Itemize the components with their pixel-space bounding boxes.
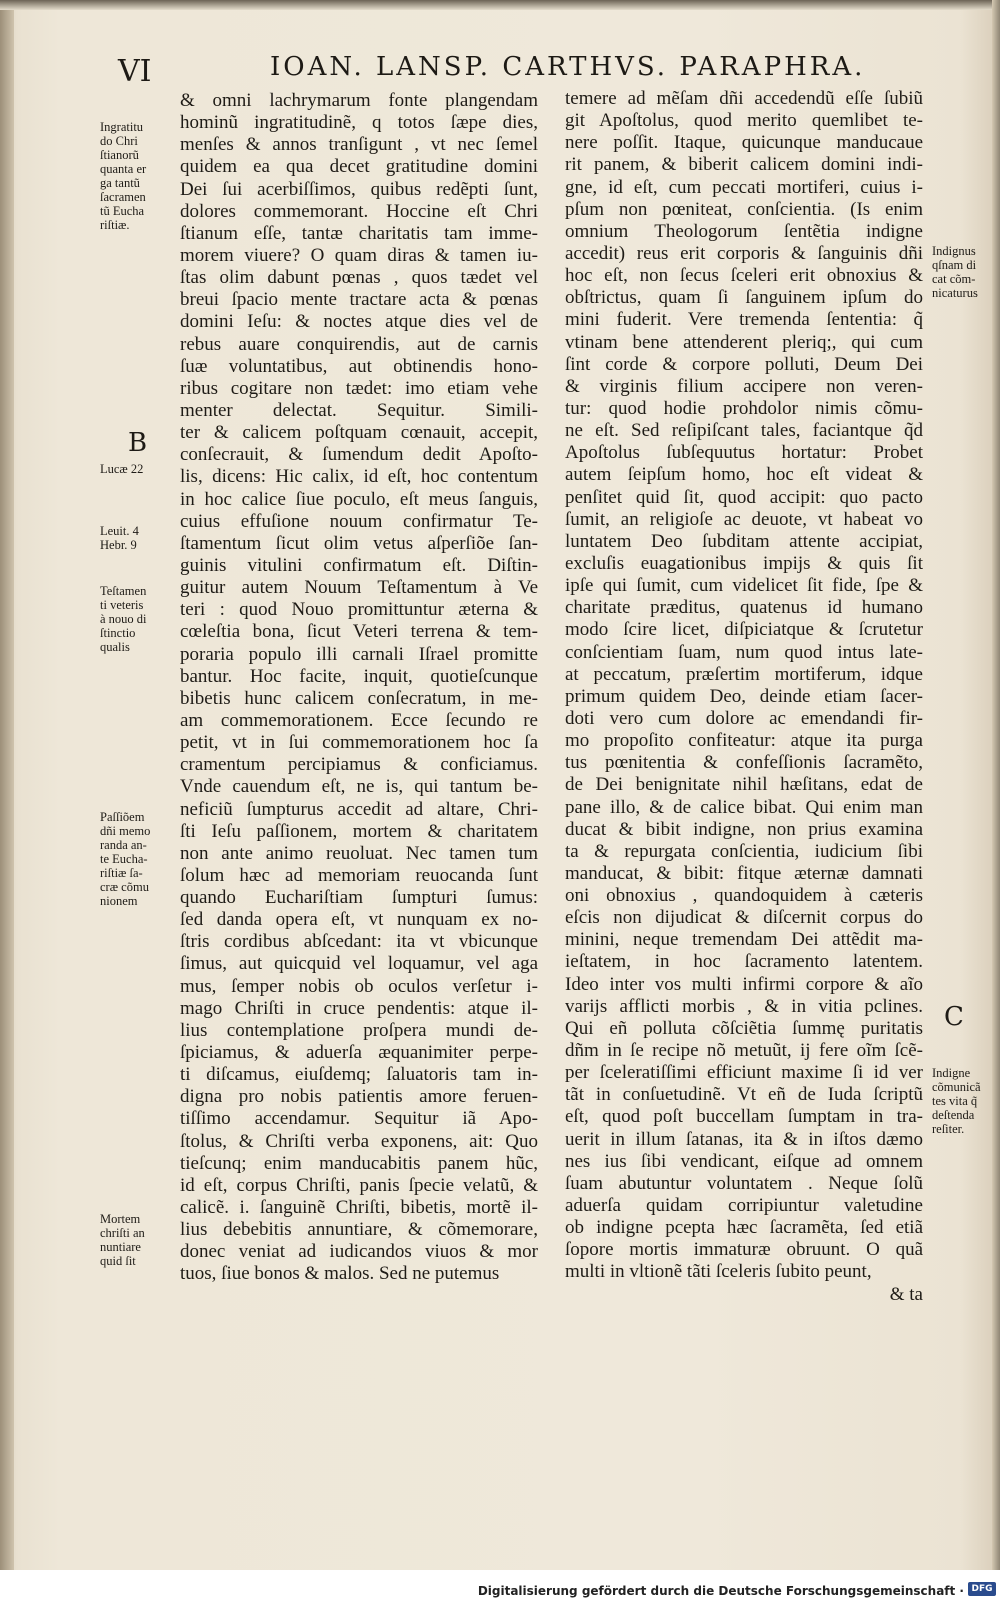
text-line: mo propoſito confiteatur: atque ita purga <box>565 730 923 752</box>
marginal-note <box>932 244 978 300</box>
text-line: cramentum percipiamus & conficiamus. <box>180 754 538 776</box>
text-line: ſtamentum ſicut olim vetus aſperſiõe ſan- <box>180 532 538 554</box>
text-line: per ſceleratiſſimi efficiunt maxime ſi id ver <box>565 1062 923 1084</box>
text-line: primum quidem Deo, deinde etiam ſacer- <box>565 685 923 707</box>
text-line: pſum non pœniteat, conſcientia. (Is enim <box>565 198 923 220</box>
text-line: aduerſa quidam corripiuntur valetudine <box>565 1195 923 1217</box>
text-line: git Apoſtolus, quod merito quemlibet te- <box>565 110 923 132</box>
running-head: IOAN. LANSP. CARTHVS. PARAPHRA. <box>270 52 866 82</box>
text-line: luntatem Deo ſubditam attente accipiat, <box>565 530 923 552</box>
marginal-note-line: chriſti an <box>100 1226 145 1240</box>
marginal-note-line: Lucæ 22 <box>100 462 144 476</box>
footer-credit: Digitalisierung gefördert durch die Deutsche Forschungsgemeinschaft · <box>477 1584 964 1598</box>
text-line: mus, ſemper nobis ob oculos verſetur i- <box>180 975 538 997</box>
marginal-note-line: tũ Eucha <box>100 204 145 218</box>
text-line: conſcientiam ſuam, num quod intus late- <box>565 641 923 663</box>
marginal-note-line: Teſtamen <box>100 584 147 598</box>
marginal-note-line: randa an- <box>100 838 147 852</box>
marginal-note <box>100 524 139 552</box>
text-line: digna pro nobis patientis amore feruen- <box>180 1086 538 1108</box>
text-line: mini fuderit. Vere tremenda ſententia: q̃ <box>565 309 923 331</box>
text-line: eſt, quod poſt buccellam ſumptam in tra- <box>565 1106 923 1128</box>
marginal-note <box>932 1066 981 1136</box>
text-line: at peccatum, præſertim mortiferum, idque <box>565 663 923 685</box>
text-line: Ideo inter vos multi infirmi corpore & aĩo <box>565 973 923 995</box>
marginal-note-line: Ingratitu <box>100 120 144 134</box>
page-top-edge <box>0 0 1000 10</box>
marginal-note-line: Leuit. 4 <box>100 524 139 538</box>
text-line: petit, vt in ſui commemorationem hoc ſa <box>180 732 538 754</box>
text-line: ſed danda opera eſt, vt nunquam ex no- <box>180 909 538 931</box>
marginal-note <box>100 1212 145 1268</box>
text-line: morem viuere? O quam diras & tamen iu- <box>180 244 538 266</box>
text-line: excluſis euagationibus impijs & quis ſit <box>565 552 923 574</box>
text-line: tieſcunq; enim manducabitis panem hũc, <box>180 1152 538 1174</box>
marginal-note-line: qſnam di <box>932 258 977 272</box>
marginal-note-line: ti veteris <box>100 598 144 612</box>
text-line: ſuam abutuntur voluntatem . Neque ſolũ <box>565 1172 923 1194</box>
marginal-note-line: te Eucha- <box>100 852 148 866</box>
text-line: ribus cogitare non tædet: imo etiam vehe <box>180 377 538 399</box>
marginal-note-line: riſtiæ. <box>100 218 130 232</box>
text-line: ter & calicem poſtquam cœnauit, accepit, <box>180 422 538 444</box>
marginal-note-line: riſtiæ ſa- <box>100 866 143 880</box>
marginal-note-line: cat cõm- <box>932 272 976 286</box>
text-line: omnium Theologorum ſentẽtia indigne <box>565 220 923 242</box>
text-line: dolores commemorant. Hoccine eſt Chri <box>180 200 538 222</box>
text-line: ſtianum eſſe, tantæ charitatis tam imme- <box>180 222 538 244</box>
text-line: ne eſt. Sed reſipiſcant tales, faciantque q̃d <box>565 420 923 442</box>
text-line: ſpiciamus, & aduerſa æquanimiter perpe- <box>180 1042 538 1064</box>
text-line: Qui eñ polluta cõſciẽtia ſummę puritatis <box>565 1017 923 1039</box>
marginal-note <box>100 584 147 654</box>
text-line: hoc eſt, non ſecus ſceleri erit obnoxius & <box>565 265 923 287</box>
text-line: nes ius ſibi vendicant, eiſque ad omnem <box>565 1150 923 1172</box>
text-line: gne, id eſt, cum peccati mortiferi, cuius i- <box>565 176 923 198</box>
marginal-note-line: qualis <box>100 640 130 654</box>
text-line: ſolum hæc ad memoriam reuocanda ſunt <box>180 864 538 886</box>
text-line: donec veniat ad iudicandos viuos & mor <box>180 1241 538 1263</box>
marginal-note-line: nicaturus <box>932 286 978 300</box>
text-line: domini Ieſu: & noctes atque dies vel de <box>180 311 538 333</box>
text-line: tãt in conſuetudinẽ. Vt eñ de Iuda ſcriptũ <box>565 1084 923 1106</box>
text-line: quidem ea qua decet gratitudine domini <box>180 156 538 178</box>
text-line: ſtolus, & Chriſti verba exponens, ait: Quo <box>180 1130 538 1152</box>
text-line: Apoſtolus ſubſequutus hortatur: Probet <box>565 442 923 464</box>
text-line: obſtrictus, quam ſi ſanguinem ipſum do <box>565 287 923 309</box>
text-line: non ante animo reuoluat. Nec tamen tum <box>180 842 538 864</box>
text-line: oni obnoxius , quandoquidem à cæteris <box>565 885 923 907</box>
text-line: bantur. Hoc facite, inquit, quotieſcunque <box>180 665 538 687</box>
text-line: poraria populo illi carnali Iſrael promitte <box>180 643 538 665</box>
catchword: & ta <box>889 1283 923 1305</box>
text-line: ta & repurgata conſcientia, iudicium ſibi <box>565 840 923 862</box>
text-line: lis, dicens: Hic calix, id eſt, hoc contentum <box>180 466 538 488</box>
marginal-note-line: Mortem <box>100 1212 141 1226</box>
marginal-note-line: dñi memo <box>100 824 151 838</box>
text-line: conſecrauit, & ſumendum dedit Apoſto- <box>180 444 538 466</box>
marginal-note-line: do Chri <box>100 134 138 148</box>
marginal-note-line: reſiter. <box>932 1122 965 1136</box>
text-line: lius debebitis annuntiare, & cõmemorare, <box>180 1219 538 1241</box>
text-line: ieſtatem, in hoc ſacramento latentem. <box>565 951 923 973</box>
text-line: menſes & annos tranſigunt , vt nec ſemel <box>180 134 538 156</box>
marginal-note-line: ſtianorũ <box>100 148 139 162</box>
text-line: calicẽ. i. ſanguinẽ Chriſti, bibetis, mortẽ il- <box>180 1197 538 1219</box>
text-line: ſopore mortis immaturæ obruunt. O quã <box>565 1239 923 1261</box>
text-line: vtinam bene attenderent pleriq;, qui cum <box>565 331 923 353</box>
text-line: autem ſeipſum homo, hoc eſt videat & <box>565 464 923 486</box>
marginal-note-line: ſtinctio <box>100 626 136 640</box>
text-line: modo ſcire licet, diſpiciatque & ſcrutetur <box>565 619 923 641</box>
text-line: pane illo, & de calice bibat. Qui enim man <box>565 796 923 818</box>
text-line: lius contemplatione proſpera mundi de- <box>180 1019 538 1041</box>
marginal-note-line: tes vita q̃ <box>932 1094 978 1108</box>
text-line: tuos, ſiue bonos & malos. Sed ne putemus <box>180 1263 500 1285</box>
text-line: tus pœnitentia & confeſſionis ſacramẽto, <box>565 752 923 774</box>
text-line: bibetis hunc calicem conſecratum, in me- <box>180 687 538 709</box>
marginal-note-line: Indignus <box>932 244 976 258</box>
text-line: mago Chriſti in cruce pendentis: atque il- <box>180 997 538 1019</box>
text-line: am commemorationem. Ecce ſecundo re <box>180 709 538 731</box>
text-line: tur: quod hodie prohdolor nimis cõmu- <box>565 397 923 419</box>
text-line: Vnde cauendum eſt, ne is, qui tantum be- <box>180 776 538 798</box>
dfg-logo: DFG <box>968 1582 996 1596</box>
text-line: minini, neque tremendam Dei attẽdit ma- <box>565 929 923 951</box>
text-line: hominũ ingratitudinẽ, q totos ſæpe dies, <box>180 112 538 134</box>
section-letter: C <box>944 1002 964 1032</box>
page-right-edge <box>992 0 1000 1570</box>
page-binding <box>0 0 14 1570</box>
text-line: breui ſpacio mente tractare acta & pœnas <box>180 289 538 311</box>
marginal-note-line: deſtenda <box>932 1108 975 1122</box>
text-line: ſumit, an religioſe ac deuote, vt habeat vo <box>565 508 923 530</box>
marginal-note-line: Hebr. 9 <box>100 538 137 552</box>
text-line: ducat & bibit indigne, non prius examina <box>565 818 923 840</box>
text-line: quando Euchariſtiam ſumpturi ſumus: <box>180 887 538 909</box>
marginal-note-line: quanta er <box>100 162 147 176</box>
text-line: guinis vitulini confirmatum eſt. Diſtin- <box>180 554 538 576</box>
text-line: manducat, & bibit: fitque æternæ damnati <box>565 862 923 884</box>
text-line: ob indigne pcepta hæc ſacramẽta, ſed etiã <box>565 1217 923 1239</box>
text-column-left <box>180 90 538 1286</box>
text-line: ſtris cordibus abſcedant: ita vt vbicunque <box>180 931 538 953</box>
text-line: uerit in illum ſatanas, ita & in iſtos dæmo <box>565 1128 923 1150</box>
text-line: penſitet quid ſit, quod accipit: quo pacto <box>565 486 923 508</box>
marginal-note-line: Paſſiõem <box>100 810 145 824</box>
text-line: ſtas olim dabunt pœnas , quos tædet vel <box>180 267 538 289</box>
text-line: & virginis filium accipere non veren- <box>565 375 923 397</box>
marginal-note <box>100 810 150 908</box>
text-line: guitur autem Nouum Teſtamentum à Ve <box>180 577 538 599</box>
text-line: tiſſimo accendamur. Sequitur iã Apo- <box>180 1108 538 1130</box>
text-line: Dei ſui acerbiſſimos, quibus redẽpti ſunt, <box>180 178 538 200</box>
marginal-note-line: à nouo di <box>100 612 147 626</box>
text-line: & omni lachrymarum fonte plangendam <box>180 90 538 111</box>
text-line: temere ad mẽſam dñi accedendũ eſſe ſubiũ <box>565 88 923 109</box>
text-line: ſimus, aut quicquid vel loquamur, vel aga <box>180 953 538 975</box>
text-column-right <box>565 88 923 1306</box>
marginal-note <box>100 120 146 232</box>
section-letter: B <box>128 428 148 458</box>
text-line: de Dei benignitate nihil hæſitans, edat de <box>565 774 923 796</box>
text-line: doti vero cum dolore ac emendandi fir- <box>565 707 923 729</box>
text-line: neficiũ ſumpturus accedit ad altare, Chri- <box>180 798 538 820</box>
digitization-footer <box>0 1576 1000 1604</box>
text-line: ſuæ voluntatibus, aut obtinendis hono- <box>180 355 538 377</box>
text-line: accedit) reus erit corporis & ſanguinis dñi <box>565 242 923 264</box>
text-line: menter delectat. Sequitur. Simili- <box>180 399 538 421</box>
text-line: ſti Ieſu paſſionem, mortem & charitatem <box>180 820 538 842</box>
marginal-note <box>100 462 143 476</box>
text-line: ipſe qui ſumit, cum videlicet ſit fide, ſpe & <box>565 575 923 597</box>
text-line: ſint corde & corpore polluti, Deum Dei <box>565 353 923 375</box>
text-line: eſcis non dijudicat & diſcernit corpus do <box>565 907 923 929</box>
text-line: multi in vltionẽ tãti ſceleris ſubito peunt, <box>565 1261 872 1283</box>
marginal-note-line: nuntiare <box>100 1240 141 1254</box>
marginal-note-line: ga tantũ <box>100 176 140 190</box>
marginal-note-line: cõmunicã <box>932 1080 981 1094</box>
marginal-note-line: quid ſit <box>100 1254 136 1268</box>
text-line: teri : quod Nouo promittuntur æterna & <box>180 599 538 621</box>
text-line: cuius effuſione nouum confirmatur Te- <box>180 510 538 532</box>
marginal-note-line: cræ cõmu <box>100 880 149 894</box>
text-line: varijs afflicti morbis , & in vitia pclines. <box>565 995 923 1017</box>
text-line: dñm in ſe recipe nõ metuũt, ij fere oĩm ſcẽ- <box>565 1040 923 1062</box>
text-line: rit panem, & biberit calicem domini indi- <box>565 154 923 176</box>
text-line: rebus auare conquirendis, aut de carnis <box>180 333 538 355</box>
text-line: in hoc calice ſiue poculo, eſt meus ſanguis, <box>180 488 538 510</box>
marginal-note-line: ſacramen <box>100 190 146 204</box>
text-line: id eſt, corpus Chriſti, panis ſpecie velatũ, & <box>180 1174 538 1196</box>
text-line: cœleſtia bona, ſicut Veteri terrena & tem- <box>180 621 538 643</box>
text-line: nere poſſit. Itaque, quicunque manducaue <box>565 132 923 154</box>
text-line: ti diſcamus, eiuſdemq; ſaluatoris tam in- <box>180 1064 538 1086</box>
marginal-note-line: nionem <box>100 894 138 908</box>
text-line: charitate præditus, quatenus id humano <box>565 597 923 619</box>
folio-number: VI <box>118 54 152 89</box>
marginal-note-line: Indigne <box>932 1066 971 1080</box>
